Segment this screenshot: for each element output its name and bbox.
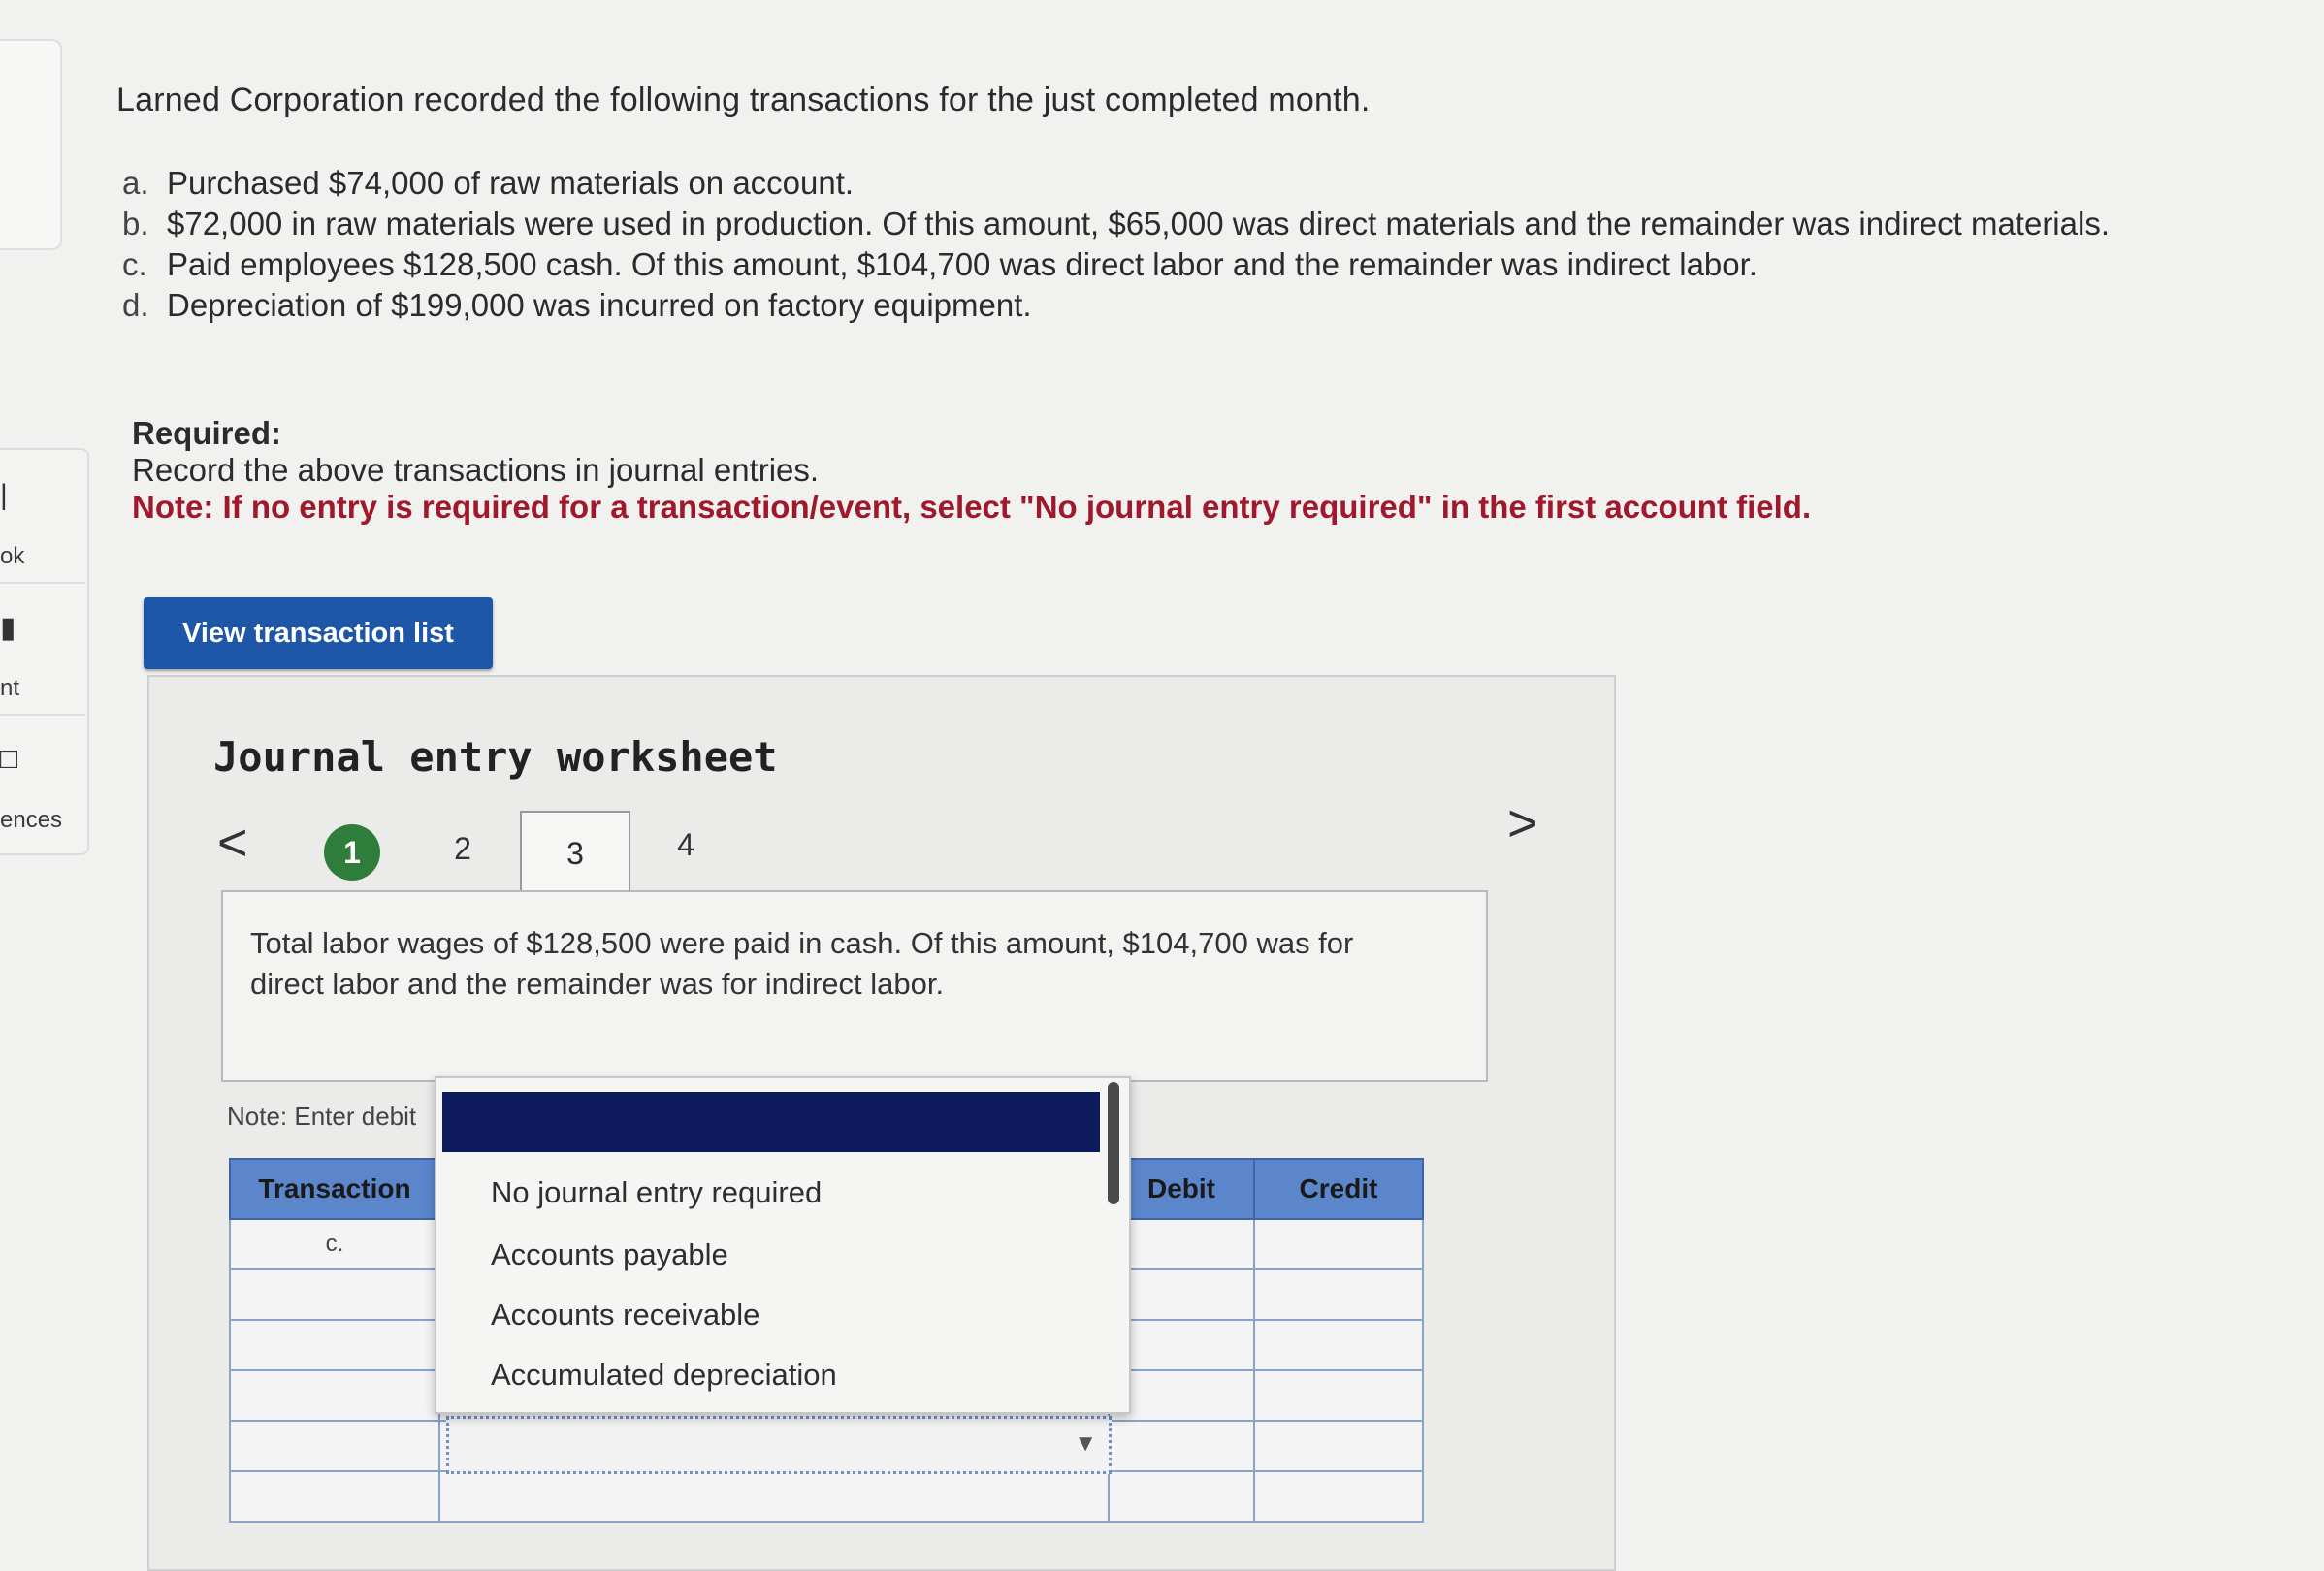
references-icon: □ [0, 743, 18, 775]
transaction-cell [230, 1421, 439, 1471]
account-select[interactable] [446, 1416, 1112, 1474]
required-heading: Required: [132, 415, 282, 451]
dropdown-highlighted-option[interactable] [442, 1092, 1100, 1152]
table-row [230, 1471, 1423, 1522]
step-1[interactable]: 1 [324, 824, 380, 881]
item-text: $72,000 in raw materials were used in production. Of this amount, $65,000 was direct materials and the remainder was indirect materials. [167, 206, 2110, 241]
credit-cell[interactable] [1254, 1421, 1423, 1471]
transaction-cell: c. [230, 1219, 439, 1269]
required-note: Note: If no entry is required for a transaction/event, select "No journal entry required" in the first account field. [132, 489, 1812, 525]
chevron-down-icon[interactable]: ▼ [1074, 1430, 1097, 1457]
sidebar-item-label: nt [0, 675, 20, 701]
item-letter: c. [122, 246, 147, 282]
item-letter: d. [122, 287, 149, 323]
debit-cell[interactable] [1109, 1421, 1254, 1471]
transaction-description: Total labor wages of $128,500 were paid in cash. Of this amount, $104,700 was for direct labor and the remainder was for indirect labor. [250, 926, 1354, 1001]
transaction-cell [230, 1471, 439, 1522]
credit-header: Credit [1254, 1159, 1423, 1219]
dropdown-option[interactable]: Accumulated depreciation [491, 1358, 837, 1392]
sidebar-item-references[interactable] [0, 714, 85, 846]
list-item [116, 163, 2192, 204]
item-text: Purchased $74,000 of raw materials on account. [167, 165, 855, 201]
sidebar-item-print[interactable] [0, 582, 85, 716]
transaction-cell [230, 1269, 439, 1320]
print-icon: ▮ [0, 612, 16, 644]
required-text: Record the above transactions in journal entries. [132, 452, 820, 488]
worksheet-title: Journal entry worksheet [213, 733, 778, 781]
credit-cell[interactable] [1254, 1219, 1423, 1269]
dropdown-option[interactable]: No journal entry required [491, 1175, 823, 1209]
credit-cell[interactable] [1254, 1370, 1423, 1421]
dropdown-option[interactable]: Accounts receivable [491, 1298, 760, 1331]
dropdown-scrollbar[interactable] [1108, 1082, 1119, 1204]
list-item [116, 244, 2192, 285]
sidebar-item-label: ences [0, 807, 63, 833]
dropdown-option[interactable]: Accounts payable [491, 1237, 728, 1271]
chevron-right-icon[interactable]: > [1507, 794, 1538, 852]
transaction-cell [230, 1370, 439, 1421]
list-item [116, 285, 2192, 326]
transaction-description-box [221, 890, 1488, 1082]
item-text: Depreciation of $199,000 was incurred on factory equipment. [167, 287, 1032, 323]
account-cell[interactable] [439, 1471, 1109, 1522]
sidebar-tools [0, 448, 89, 855]
credit-cell[interactable] [1254, 1320, 1423, 1370]
list-item [116, 204, 2192, 244]
step-2[interactable]: 2 [454, 831, 471, 866]
item-letter: a. [122, 165, 149, 201]
transaction-cell [230, 1320, 439, 1370]
transaction-header: Transaction [230, 1159, 439, 1219]
view-transaction-list-button[interactable]: View transaction list [144, 597, 493, 669]
enter-note: Note: Enter debit [227, 1102, 417, 1131]
item-letter: b. [122, 206, 149, 241]
required-section [132, 415, 1811, 526]
item-text: Paid employees $128,500 cash. Of this amount, $104,700 was direct labor and the remainder was indirect labor. [167, 246, 1758, 282]
step-4[interactable]: 4 [677, 827, 694, 862]
credit-cell[interactable] [1254, 1471, 1423, 1522]
debit-cell[interactable] [1109, 1471, 1254, 1522]
step-3-tab[interactable]: 3 [520, 811, 630, 902]
sidebar-top-panel [0, 39, 62, 250]
question-intro: Larned Corporation recorded the following transactions for the just completed month. [116, 81, 1371, 118]
sidebar-item-label: ok [0, 543, 25, 569]
credit-cell[interactable] [1254, 1269, 1423, 1320]
book-icon: | [0, 479, 8, 511]
chevron-left-icon[interactable]: < [217, 814, 248, 872]
sidebar-item-book[interactable] [0, 450, 85, 584]
transaction-list [116, 163, 2192, 326]
account-dropdown [435, 1076, 1131, 1414]
debit-header: Debit [1109, 1159, 1254, 1219]
